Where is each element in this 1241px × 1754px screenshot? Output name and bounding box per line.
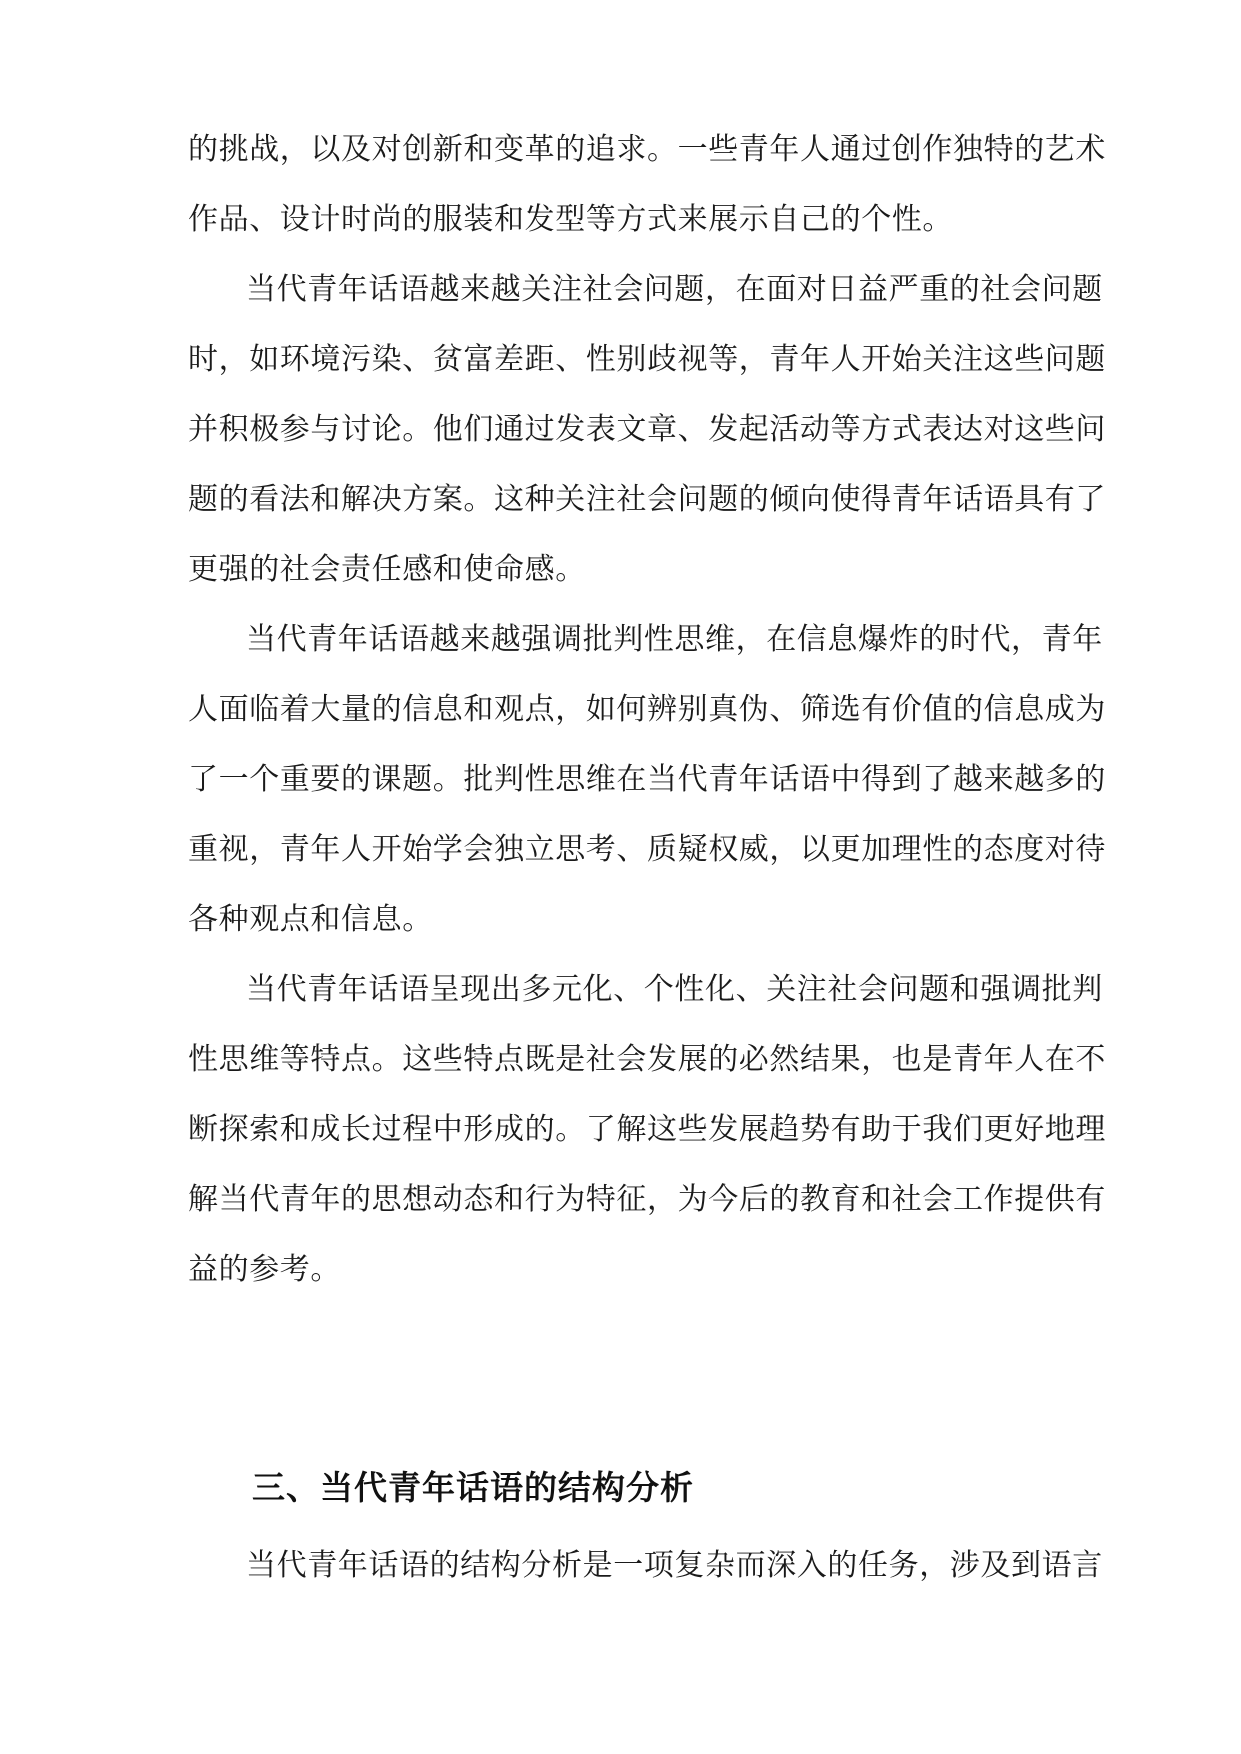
paragraph-1-line-1: 当代青年话语越来越关注社会问题，在面对日益严重的社会问题 bbox=[246, 272, 1103, 307]
paragraph-4-line-1: 当代青年话语的结构分析是一项复杂而深入的任务，涉及到语言 bbox=[246, 1548, 1103, 1583]
paragraph-2-line-2: 人面临着大量的信息和观点，如何辨别真伪、筛选有价值的信息成为 bbox=[188, 692, 1106, 727]
paragraph-1-line-4: 题的看法和解决方案。这种关注社会问题的倾向使得青年话语具有了 bbox=[188, 482, 1106, 517]
paragraph-0-line-2: 作品、设计时尚的服装和发型等方式来展示自己的个性。 bbox=[188, 202, 953, 237]
paragraph-3-line-1: 当代青年话语呈现出多元化、个性化、关注社会问题和强调批判 bbox=[246, 972, 1103, 1007]
paragraph-1-line-2: 时，如环境污染、贫富差距、性别歧视等，青年人开始关注这些问题 bbox=[188, 342, 1106, 377]
paragraph-0-line-1: 的挑战，以及对创新和变革的追求。一些青年人通过创作独特的艺术 bbox=[188, 132, 1106, 167]
paragraph-3-line-3: 断探索和成长过程中形成的。了解这些发展趋势有助于我们更好地理 bbox=[188, 1112, 1106, 1147]
paragraph-3-line-2: 性思维等特点。这些特点既是社会发展的必然结果，也是青年人在不 bbox=[188, 1042, 1106, 1077]
paragraph-3-line-5: 益的参考。 bbox=[188, 1252, 341, 1287]
paragraph-2-line-4: 重视，青年人开始学会独立思考、质疑权威，以更加理性的态度对待 bbox=[188, 832, 1106, 867]
paragraph-2-line-5: 各种观点和信息。 bbox=[188, 902, 433, 937]
paragraph-1-line-5: 更强的社会责任感和使命感。 bbox=[188, 552, 586, 587]
section-heading: 三、当代青年话语的结构分析 bbox=[252, 1468, 694, 1507]
paragraph-2-line-3: 了一个重要的课题。批判性思维在当代青年话语中得到了越来越多的 bbox=[188, 762, 1106, 797]
paragraph-2-line-1: 当代青年话语越来越强调批判性思维，在信息爆炸的时代，青年 bbox=[246, 622, 1103, 657]
paragraph-1-line-3: 并积极参与讨论。他们通过发表文章、发起活动等方式表达对这些问 bbox=[188, 412, 1106, 447]
paragraph-3-line-4: 解当代青年的思想动态和行为特征，为今后的教育和社会工作提供有 bbox=[188, 1182, 1106, 1217]
